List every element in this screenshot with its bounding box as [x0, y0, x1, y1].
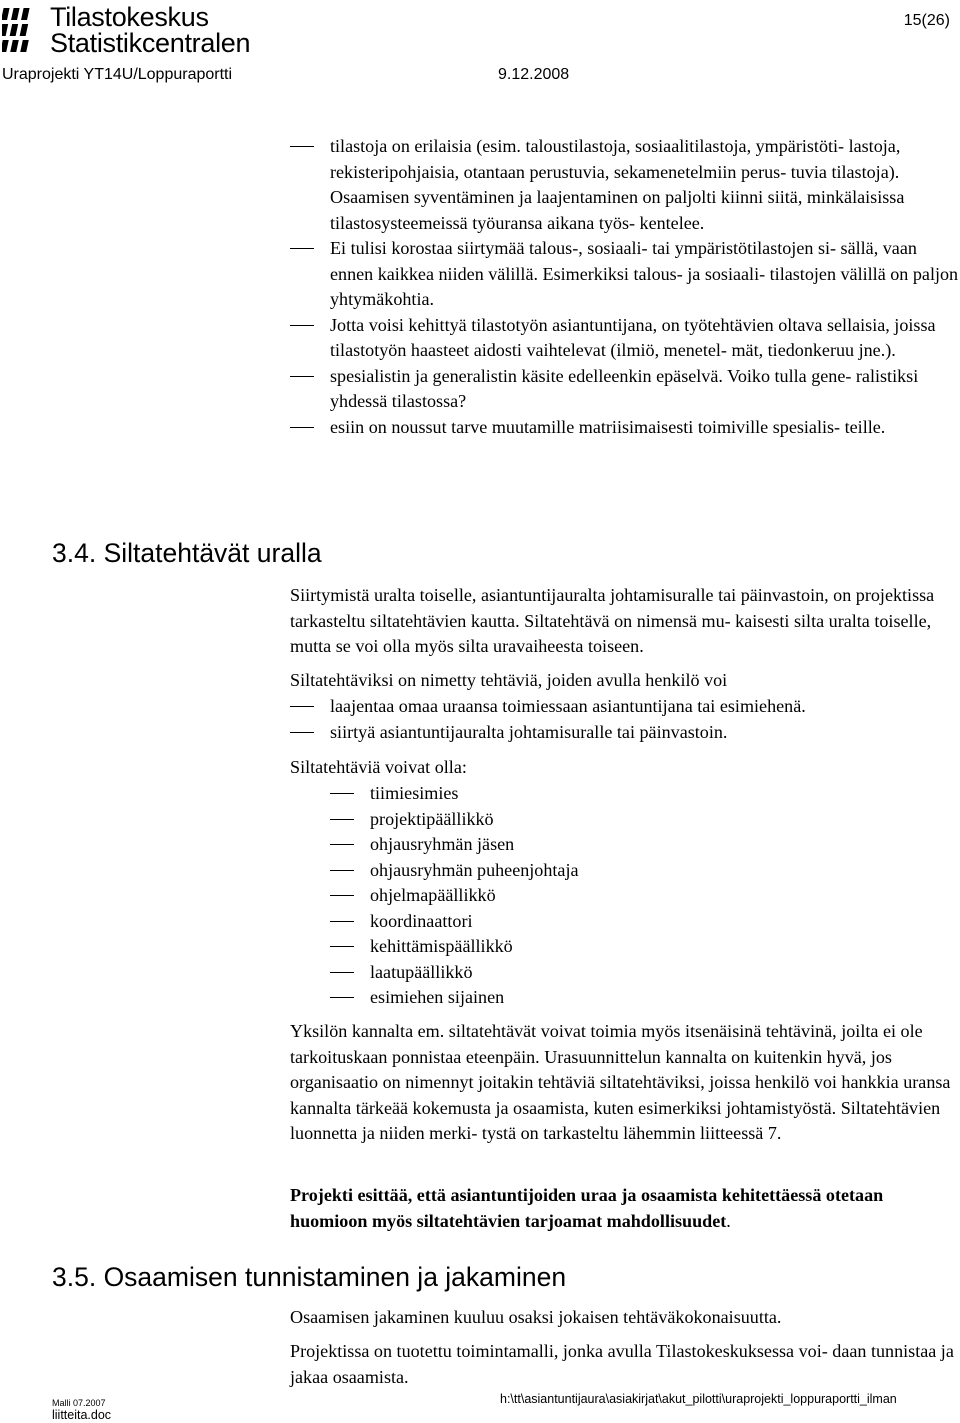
list-item: spesialistin ja generalistin käsite edelleenkin epäselvä. Voiko tulla gene- ralistiksi yhdessä tilastossa?	[330, 364, 960, 415]
paragraph: Siltatehtäviä voivat olla:	[290, 757, 467, 777]
footer-filename: liitteita.doc	[52, 1408, 112, 1422]
logo-mark-icon	[2, 6, 46, 56]
list-item: ohjausryhmän jäsen	[370, 832, 930, 858]
dash-icon	[290, 376, 314, 377]
list-item: laatupäällikkö	[370, 960, 930, 986]
footer-template: Malli 07.2007	[52, 1398, 106, 1408]
paragraph: Siltatehtäviksi on nimetty tehtäviä, joiden avulla henkilö voi	[290, 670, 728, 690]
dash-icon	[330, 844, 354, 845]
dash-icon	[290, 248, 314, 249]
proposal-paragraph: Projekti esittää, että asiantuntijoiden uraa ja osaamista kehitettäessä otetaan huomioon myös siltatehtävien tarjoamat mahdollisuudet.	[290, 1185, 884, 1231]
dash-icon	[330, 946, 354, 947]
list-item: Ei tulisi korostaa siirtymää talous-, sosiaali- tai ympäristötilastojen si- sällä, vaan ennen kaikkea niiden välillä. Esimerkiksi talous- ja sosiaali- tilastojen välillä on paljon yhtymäkohtia.	[330, 236, 960, 313]
dash-icon	[290, 146, 314, 147]
dash-icon	[330, 819, 354, 820]
document-title: Uraprojekti YT14U/Loppuraportti	[2, 66, 233, 83]
logo-line-2: Statistikcentralen	[50, 28, 251, 58]
list-item: koordinaattori	[370, 909, 930, 935]
proposal-text: Projekti esittää, että asiantuntijoiden uraa ja osaamista kehitettäessä otetaan huomioon myös siltatehtävien tarjoamat mahdollisuudet	[290, 1185, 884, 1231]
document-date: 9.12.2008	[498, 66, 570, 83]
paragraph: Yksilön kannalta em. siltatehtävät voivat toimia myös itsenäisinä tehtävinä, joilta ei ole tarkoituskaan ponnistaa eteenpäin. Urasuunnittelun kannalta on kuitenkin hyvä, jos organisaatio on nimennyt joitakin tehtäviä siltatehtäviksi, joissa henkilö voi hankkia uransa kannalta tärkeää kokemusta ja osaamista, kuten esimerkiksi johtamistyöstä. Siltatehtävien luonnetta ja niiden merki- tystä on tarkasteltu lähemmin liitteessä 7.	[290, 1021, 951, 1143]
section-heading-3-4: 3.4. Siltatehtävät uralla	[52, 538, 322, 568]
list-item: laajentaa omaa uraansa toimiessaan asiantuntijana tai esimiehenä.	[330, 694, 960, 720]
paragraph: Projektissa on tuotettu toimintamalli, jonka avulla Tilastokeskuksessa voi- daan tunnistaa ja jakaa osaamista.	[290, 1341, 954, 1387]
list-item: ohjausryhmän puheenjohtaja	[370, 858, 930, 884]
paragraph: Siirtymistä uralta toiselle, asiantuntijauralta johtamisuralle tai päinvastoin, on projektissa tarkasteltu siltatehtävien kautta. Siltatehtävä on nimensä mu- kaisesti silta uralta toiselle, mutta se voi olla myös silta uravaiheesta toiseen.	[290, 585, 935, 656]
list-item: tilastoja on erilaisia (esim. taloustilastoja, sosiaalitilastoja, ympäristöti- lastoja, rekisteripohjaisia, otantaan perustuvia, sekamenetelmiin perus- tuvia tilastoja). Osaamisen syventäminen ja laajentaminen on paljolti kiinni siitä, minkälaisissa tilastosysteemeissä työuransa aikana työs- kentelee.	[330, 134, 960, 236]
list-item: esimiehen sijainen	[370, 985, 930, 1011]
logo	[2, 2, 262, 62]
list-item: kehittämispäällikkö	[370, 934, 930, 960]
dash-icon	[330, 793, 354, 794]
list-item: projektipäällikkö	[370, 807, 930, 833]
dash-icon	[290, 732, 314, 733]
bridge-task-list	[330, 694, 960, 745]
dash-icon	[330, 972, 354, 973]
footer-path: h:\tt\asiantuntijaura\asiakirjat\akut_pilotti\uraprojekti_loppuraportti_ilman	[500, 1392, 897, 1406]
dash-icon	[330, 870, 354, 871]
top-bullet-list	[330, 134, 960, 440]
dash-icon	[330, 921, 354, 922]
dash-icon	[290, 325, 314, 326]
dash-icon	[290, 706, 314, 707]
logo-line-1: Tilastokeskus	[50, 2, 209, 32]
list-item: tiimiesimies	[370, 781, 930, 807]
dash-icon	[330, 895, 354, 896]
section-heading-3-5: 3.5. Osaamisen tunnistaminen ja jakaminen	[52, 1262, 567, 1292]
paragraph: Osaamisen jakaminen kuuluu osaksi jokaisen tehtäväkokonaisuutta.	[290, 1307, 782, 1327]
bridge-role-list	[370, 781, 930, 1011]
dash-icon	[290, 427, 314, 428]
dash-icon	[330, 997, 354, 998]
list-item: Jotta voisi kehittyä tilastotyön asiantuntijana, on työtehtävien oltava sellaisia, joissa tilastotyön haasteet aidosti vaihtelevat (ilmiö, menetel- mät, tiedonkeruu jne.).	[330, 313, 960, 364]
list-item: siirtyä asiantuntijauralta johtamisuralle tai päinvastoin.	[330, 720, 960, 746]
list-item: ohjelmapäällikkö	[370, 883, 930, 909]
page-number: 15(26)	[903, 12, 950, 29]
list-item: esiin on noussut tarve muutamille matriisimaisesti toimiville spesialis- teille.	[330, 415, 960, 441]
